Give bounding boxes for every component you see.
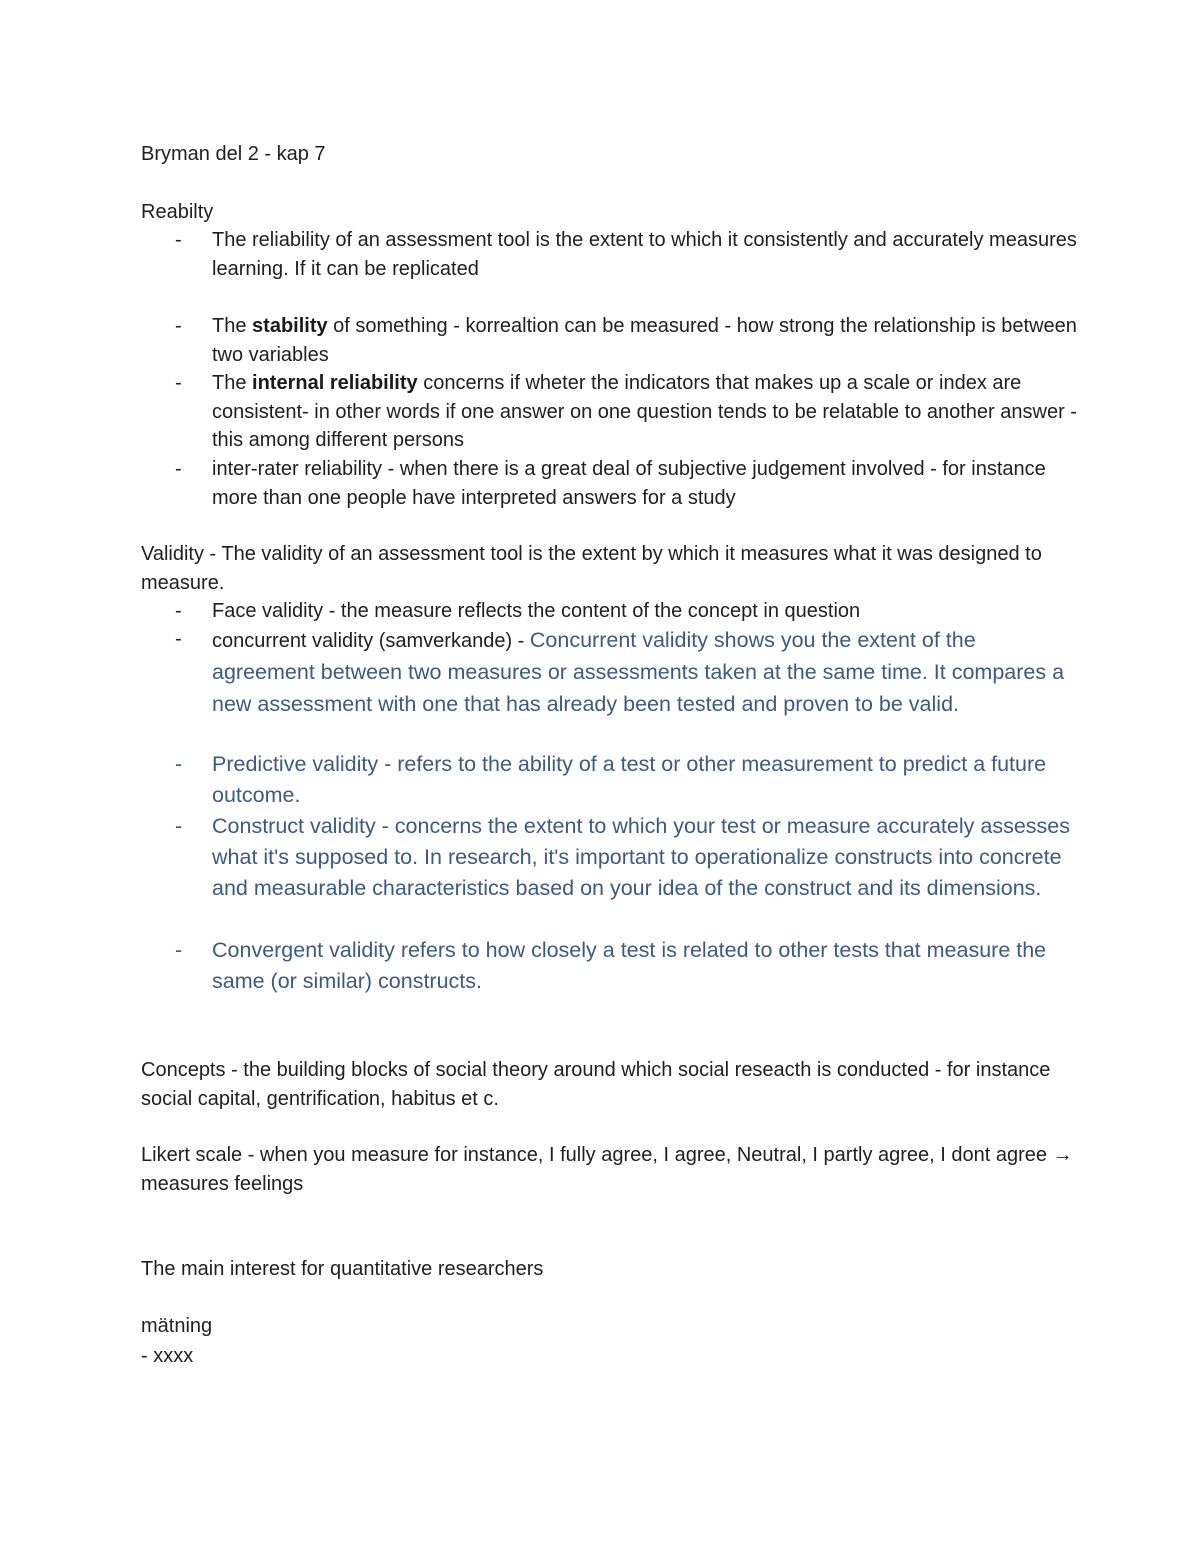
reliability-heading: Reabilty: [141, 201, 214, 223]
bold-term: internal reliability: [252, 372, 418, 394]
list-item-text: The stability of something - korrealtion can be measured - how strong the relationship is between two variables: [212, 315, 1077, 366]
bullet-dash: -: [175, 458, 182, 480]
list-item-text: Face validity - the measure reflects the content of the concept in question: [212, 600, 861, 622]
bullet-dash: -: [175, 752, 183, 776]
concepts-paragraph: Concepts - the building blocks of social theory around which social reseacth is conducted - for instance social capital, gentrification, habitus et c.: [141, 1059, 1051, 1110]
list-item-text: concurrent validity (samverkande) - Concurrent validity shows you the extent of the agreement between two measures or assessments taken at the same time. It compares a new assessment with one that has already been tested and proven to be valid.: [212, 628, 1065, 716]
xxxx-line: - xxxx: [141, 1345, 194, 1367]
bullet-dash: -: [175, 938, 183, 962]
doc-title: Bryman del 2 - kap 7: [141, 143, 326, 165]
list-item-text: The internal reliability concerns if wheter the indicators that makes up a scale or index are consistent- in other words if one answer on one question tends to be relatable to another answer - this among different persons: [212, 372, 1077, 451]
list-item-text: Convergent validity refers to how closely a test is related to other tests that measure the same (or similar) constructs.: [212, 938, 1047, 993]
bullet-dash: -: [175, 372, 182, 394]
validity-intro: Validity - The validity of an assessment tool is the extent by which it measures what it was designed to measure.: [141, 543, 1042, 594]
matning-heading: mätning: [141, 1315, 213, 1337]
list-item-text: Predictive validity - refers to the ability of a test or other measurement to predict a future outcome.: [212, 752, 1047, 807]
bullet-dash: -: [175, 600, 182, 622]
list-item-text: Construct validity - concerns the extent to which your test or measure accurately assesses what it's supposed to. In research, it's important to operationalize constructs into concrete and measurable characteristics based on your idea of the construct and its dimensions.: [212, 814, 1070, 900]
bullet-dash: -: [175, 229, 182, 251]
bold-term: stability: [252, 315, 328, 337]
list-item-text: inter-rater reliability - when there is a great deal of subjective judgement involved - for instance more than one people have interpreted answers for a study: [212, 458, 1046, 509]
list-item-text: The reliability of an assessment tool is the extent to which it consistently and accurately measures learning. If it can be replicated: [212, 229, 1077, 280]
likert-paragraph: Likert scale - when you measure for instance, I fully agree, I agree, Neutral, I partly agree, I dont agree → measures feelings: [141, 1144, 1073, 1195]
bullet-dash: -: [175, 814, 183, 838]
bullet-dash: -: [175, 315, 182, 337]
main-interest-line: The main interest for quantitative researchers: [141, 1258, 544, 1280]
bullet-dash: -: [175, 628, 182, 650]
